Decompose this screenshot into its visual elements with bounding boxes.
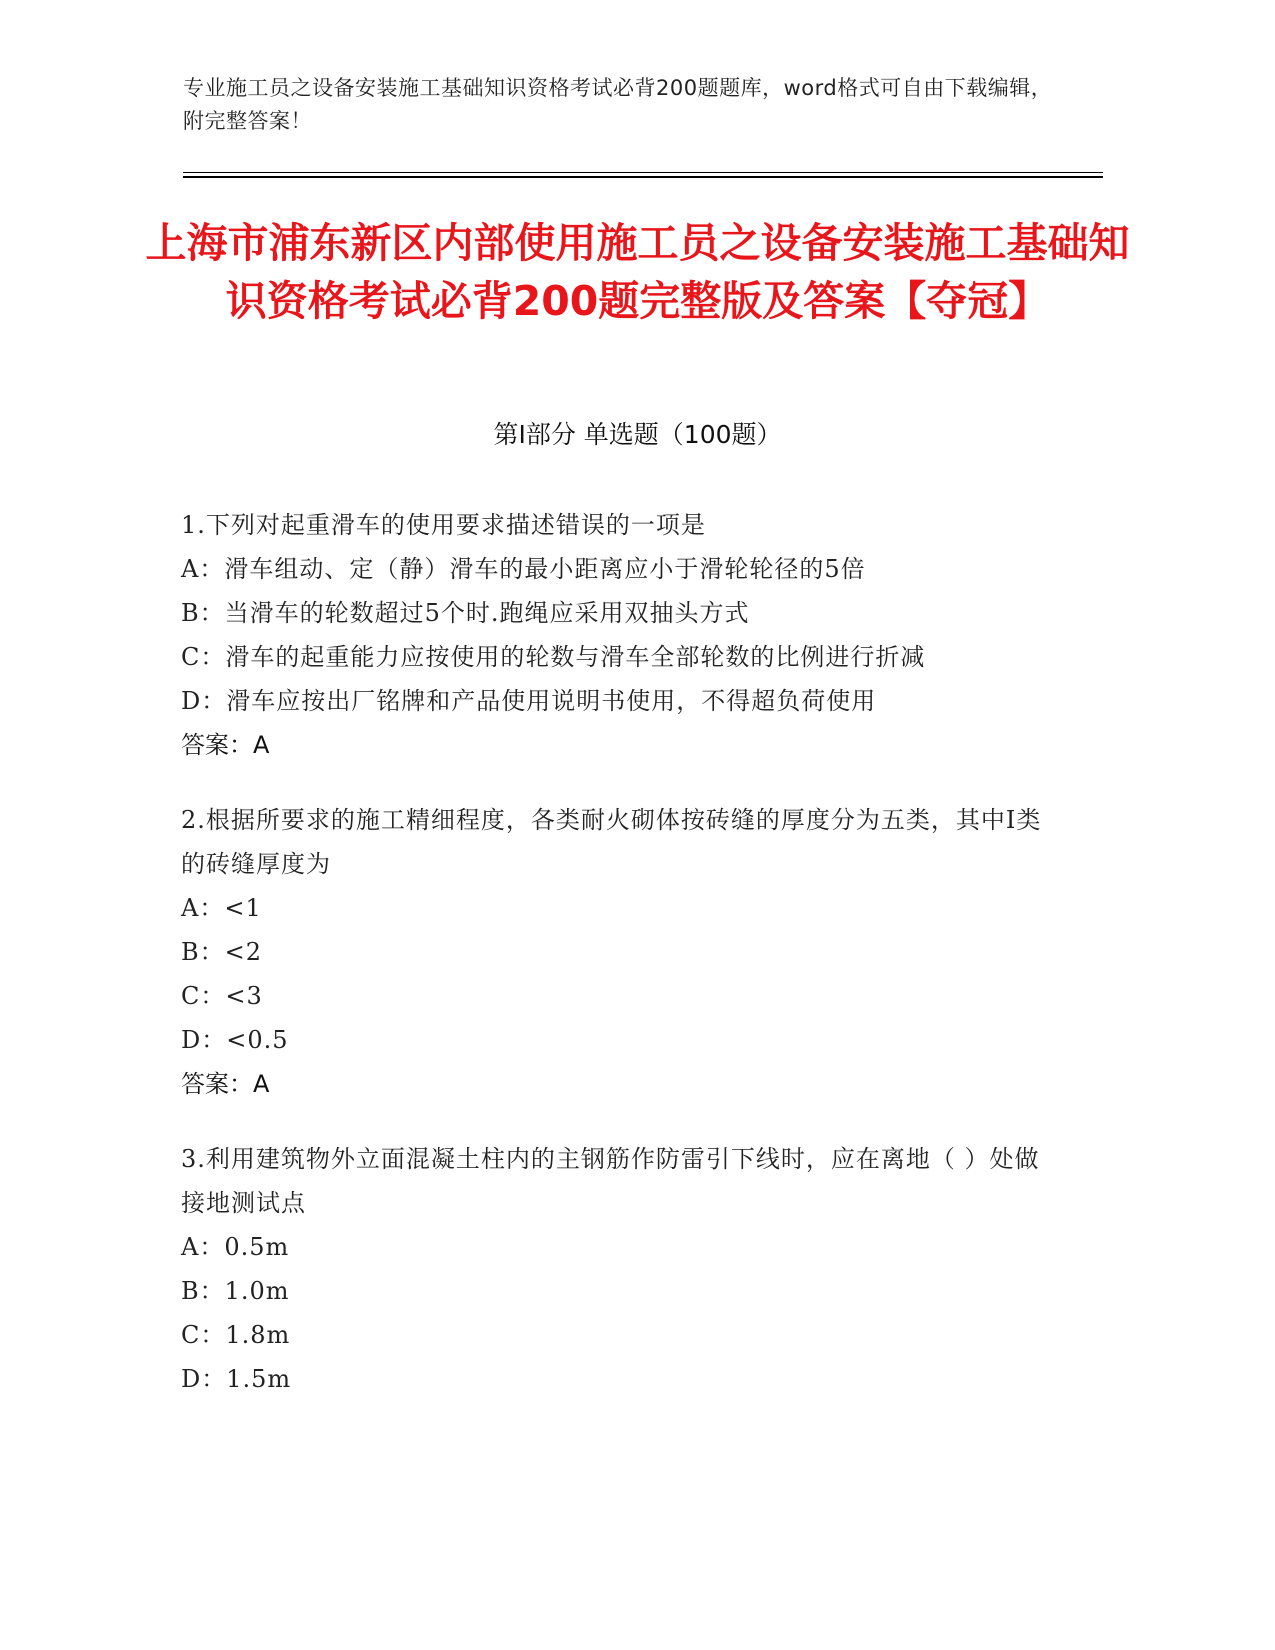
header-divider-thin [183, 172, 1103, 173]
question-1 [181, 503, 1061, 767]
option-c: C：<3 [181, 982, 263, 1010]
option-b: B：1.0m [181, 1277, 290, 1305]
answer-line: 答案：A [181, 1070, 270, 1098]
option-b: B：<2 [181, 938, 263, 966]
question-stem: 1.下列对起重滑车的使用要求描述错误的一项是 [181, 511, 706, 539]
question-3 [181, 1137, 1061, 1401]
question-2 [181, 798, 1061, 1106]
question-stem: 2.根据所要求的施工精细程度，各类耐火砌体按砖缝的厚度分为五类，其中Ⅰ类的砖缝厚度为 [181, 806, 1042, 878]
option-d: D：1.5m [181, 1365, 292, 1393]
section-heading: 第Ⅰ部分 单选题（100题） [493, 420, 782, 449]
question-stem: 3.利用建筑物外立面混凝土柱内的主钢筋作防雷引下线时，应在离地（ ）处做接地测试点 [181, 1145, 1040, 1217]
option-b: B：当滑车的轮数超过5个时.跑绳应采用双抽头方式 [181, 599, 750, 627]
option-d: D：<0.5 [181, 1026, 289, 1054]
option-c: C：滑车的起重能力应按使用的轮数与滑车全部轮数的比例进行折减 [181, 643, 926, 671]
header-divider-thick [183, 176, 1103, 178]
header-note: 专业施工员之设备安装施工基础知识资格考试必背200题题库，word格式可自由下载编辑，附完整答案！ [183, 76, 1053, 133]
option-a: A：0.5m [181, 1233, 290, 1261]
option-a: A：<1 [181, 894, 262, 922]
option-c: C：1.8m [181, 1321, 291, 1349]
answer-line: 答案：A [181, 731, 270, 759]
option-a: A：滑车组动、定（静）滑车的最小距离应小于滑轮轮径的5倍 [181, 555, 866, 583]
option-d: D：滑车应按出厂铭牌和产品使用说明书使用，不得超负荷使用 [181, 687, 877, 715]
question-list [181, 503, 1061, 1432]
document-title: 上海市浦东新区内部使用施工员之设备安装施工基础知识资格考试必背200题完整版及答案【夺冠】 [145, 219, 1130, 325]
